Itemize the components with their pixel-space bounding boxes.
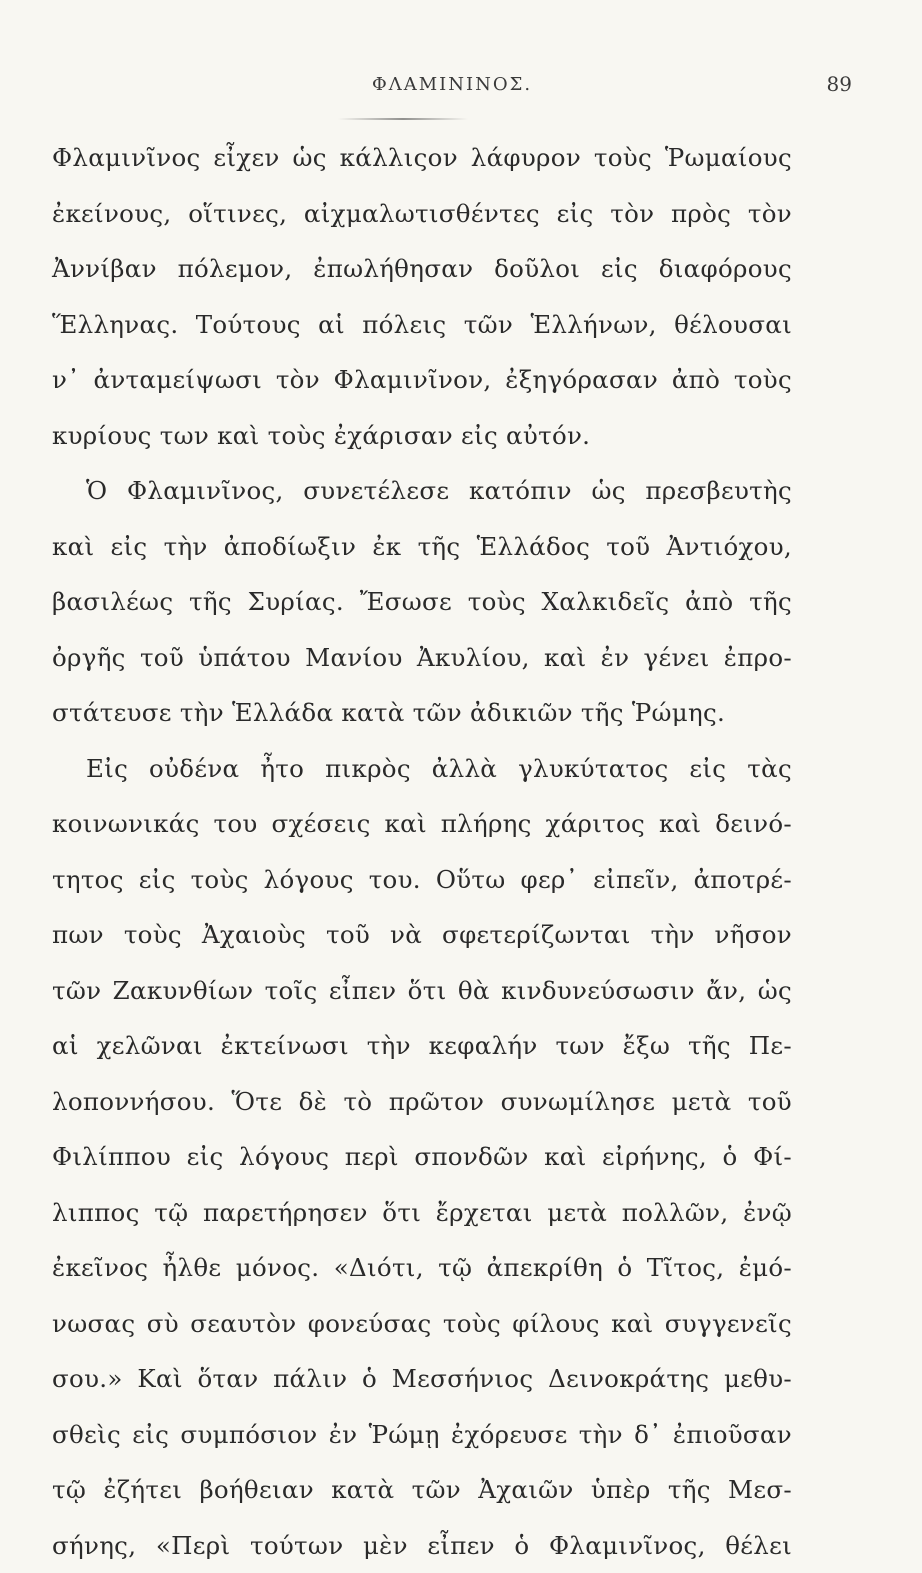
- paragraph-start-line: Εἰς οὐδένα ἦτο πικρὸς ἀλλὰ γλυκύτατος εἰς τὰς: [52, 741, 792, 797]
- text-line: νωσας σὺ σεαυτὸν φονεύσας τοὺς φίλους καὶ συγγενεῖς: [52, 1296, 792, 1352]
- text-line: τητος εἰς τοὺς λόγους του. Οὕτω φερ᾽ εἰπεῖν, ἀποτρέ-: [52, 852, 792, 908]
- text-line: ἐκεῖνος ἦλθε μόνος. «Διότι, τῷ ἀπεκρίθη ὁ Τῖτος, ἐμό-: [52, 1240, 792, 1296]
- paragraph-start-line: Ὁ Φλαμινῖνος, συνετέλεσε κατόπιν ὡς πρεσβευτὴς: [52, 463, 792, 519]
- text-line: ὀργῆς τοῦ ὑπάτου Μανίου Ἀκυλίου, καὶ ἐν γένει ἐπρο-: [52, 630, 792, 686]
- text-line: κυρίους των καὶ τοὺς ἐχάρισαν εἰς αὐτόν.: [52, 408, 792, 464]
- text-line: τῶν Ζακυνθίων τοῖς εἶπεν ὅτι θὰ κινδυνεύσωσιν ἄν, ὡς: [52, 963, 792, 1019]
- text-line: Ἀννίβαν πόλεμον, ἐπωλήθησαν δοῦλοι εἰς διαφόρους: [52, 241, 792, 297]
- text-line: πων τοὺς Ἀχαιοὺς τοῦ νὰ σφετερίζωνται τὴν νῆσον: [52, 907, 792, 963]
- text-line: ν᾽ ἀνταμείψωσι τὸν Φλαμινῖνον, ἐξηγόρασαν ἀπὸ τοὺς: [52, 352, 792, 408]
- text-line: λιππος τῷ παρετήρησεν ὅτι ἔρχεται μετὰ πολλῶν, ἐνῷ: [52, 1185, 792, 1241]
- body-text: [52, 130, 792, 1573]
- page-number: 89: [827, 72, 852, 96]
- text-line: λοποννήσου. Ὅτε δὲ τὸ πρῶτον συνωμίλησε μετὰ τοῦ: [52, 1074, 792, 1130]
- text-line: Φλαμινῖνος εἶχεν ὡς κάλλιςον λάφυρον τοὺς Ῥωμαίους: [52, 130, 792, 186]
- running-head: [52, 74, 852, 104]
- text-line: Φιλίππου εἰς λόγους περὶ σπονδῶν καὶ εἰρήνης, ὁ Φί-: [52, 1129, 792, 1185]
- header-rule: [338, 118, 468, 120]
- text-line: καὶ εἰς τὴν ἀποδίωξιν ἐκ τῆς Ἑλλάδος τοῦ Ἀντιόχου,: [52, 519, 792, 575]
- text-line: αἱ χελῶναι ἐκτείνωσι τὴν κεφαλήν των ἔξω τῆς Πε-: [52, 1018, 792, 1074]
- text-line: κοινωνικάς του σχέσεις καὶ πλήρης χάριτος καὶ δεινό-: [52, 796, 792, 852]
- text-line: σθεὶς εἰς συμπόσιον ἐν Ῥώμῃ ἐχόρευσε τὴν δ᾽ ἐπιοῦσαν: [52, 1407, 792, 1463]
- text-line: σήνης, «Περὶ τούτων μὲν εἶπεν ὁ Φλαμινῖνος, θέλει: [52, 1518, 792, 1573]
- text-line: ἐκείνους, οἵτινες, αἰχμαλωτισθέντες εἰς τὸν πρὸς τὸν: [52, 186, 792, 242]
- text-line: τῷ ἐζήτει βοήθειαν κατὰ τῶν Ἀχαιῶν ὑπὲρ τῆς Μεσ-: [52, 1462, 792, 1518]
- text-line: Ἕλληνας. Τούτους αἱ πόλεις τῶν Ἑλλήνων, θέλουσαι: [52, 297, 792, 353]
- text-line: βασιλέως τῆς Συρίας. Ἔσωσε τοὺς Χαλκιδεῖς ἀπὸ τῆς: [52, 574, 792, 630]
- running-title: ΦΛΑΜΙΝΙΝΟΣ.: [52, 74, 852, 95]
- text-line: στάτευσε τὴν Ἑλλάδα κατὰ τῶν ἀδικιῶν τῆς Ῥώμης.: [52, 685, 792, 741]
- text-line: σου.» Καὶ ὅταν πάλιν ὁ Μεσσήνιος Δεινοκράτης μεθυ-: [52, 1351, 792, 1407]
